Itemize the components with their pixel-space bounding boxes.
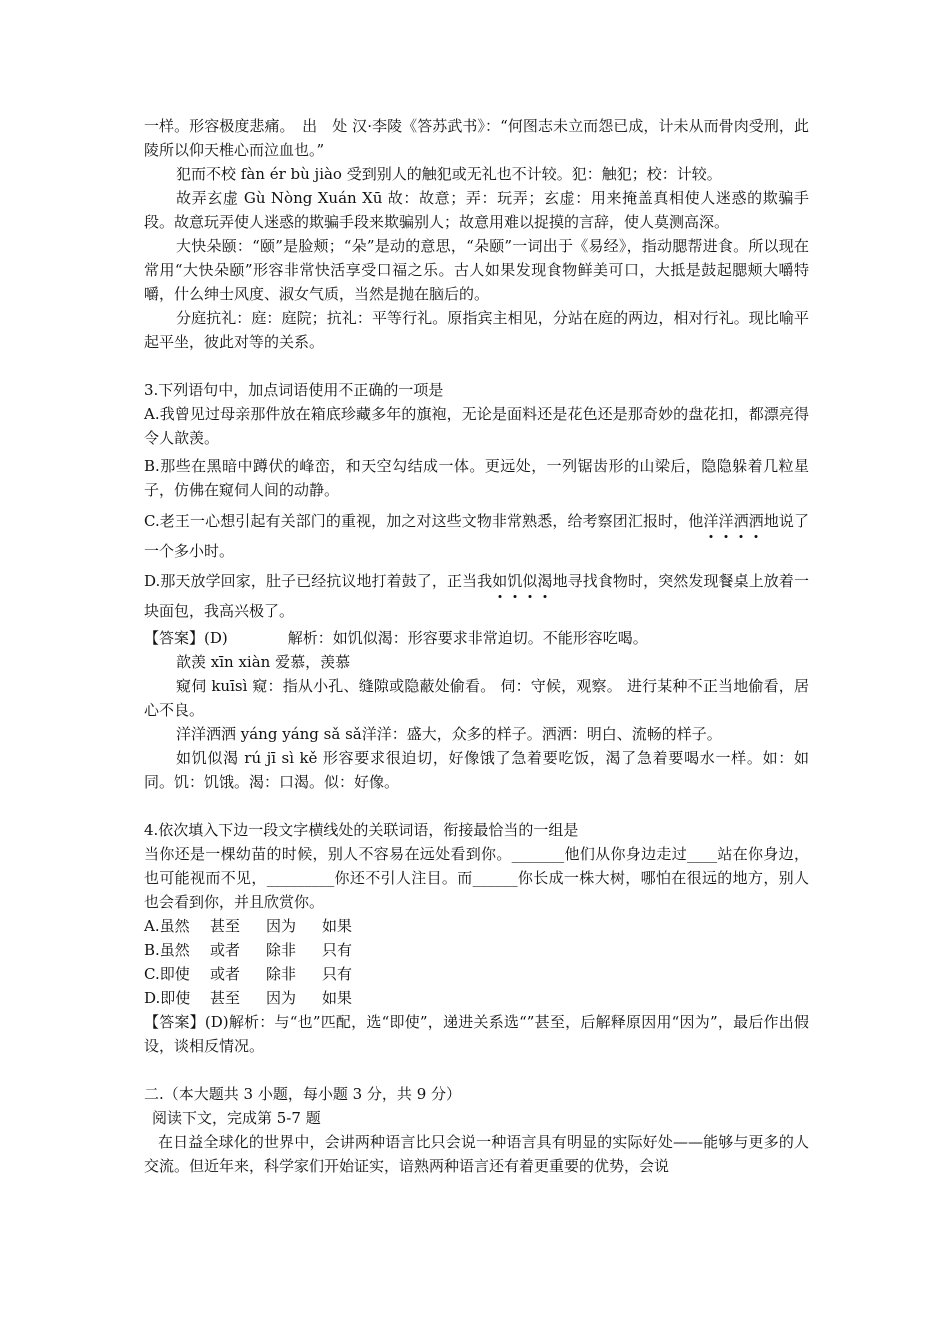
paragraph: 一样。形容极度悲痛。 出 处 汉·李陵《答苏武书》：“何图志未立而怨已成，计未从而骨肉受刑，此陵所以仰天椎心而泣血也。” xyxy=(144,117,809,159)
explanation: 窥伺 kuīsì 窥：指从小孔、缝隙或隐蔽处偷看。 伺：守候，观察。 进行某种不正当地偷看，居心不良。 xyxy=(144,677,809,719)
question-4-option-d: D.即使 甚至 因为 如果 xyxy=(144,989,353,1007)
question-4-passage: 当你还是一棵幼苗的时候，别人不容易在远处看到你。_______他们从你身边走过____站在你身边，也可能视而不见，_________你还不引人注目。而______你长成一株大树，哪怕在很远的地方，别人也会看到你，并且欣赏你。 xyxy=(144,845,809,911)
explanation: 洋洋洒洒 yáng yáng sǎ sǎ洋洋：盛大，众多的样子。洒洒：明白、流畅的样子。 xyxy=(176,725,722,743)
question-3-option-d: D.那天放学回家，肚子已经抗议地打着鼓了，正当我如饥似渴地寻找食物时，突然发现餐桌上放着一块面包，我高兴极了。 xyxy=(144,572,809,620)
explanation: 如饥似渴 rú jī sì kě 形容要求很迫切，好像饿了急着要吃饭，渴了急着要喝水一样。如：如同。饥：饥饿。渴：口渴。似：好像。 xyxy=(144,749,809,791)
document-page xyxy=(144,114,809,1178)
question-4-stem: 4.依次填入下边一段文字横线处的关联词语，衔接最恰当的一组是 xyxy=(144,821,579,839)
question-3-option-a: A.我曾见过母亲那件放在箱底珍藏多年的旗袍，无论是面料还是花色还是那奇妙的盘花扣，都漂亮得令人歆羡。 xyxy=(144,405,809,447)
paragraph: 犯而不校 fàn ér bù jiào 受到别人的触犯或无礼也不计较。犯：触犯；校：计较。 xyxy=(176,165,722,183)
question-4-option-a: A.虽然 甚至 因为 如果 xyxy=(144,917,353,935)
question-3-stem: 3.下列语句中，加点词语使用不正确的一项是 xyxy=(144,381,444,399)
paragraph: 分庭抗礼：庭：庭院；抗礼：平等行礼。原指宾主相见，分站在庭的两边，相对行礼。现比喻平起平坐，彼此对等的关系。 xyxy=(144,309,809,351)
paragraph: 大快朵颐：“颐”是脸颊；“朵”是动的意思，“朵颐”一词出于《易经》，指动腮帮进食。所以现在常用“大快朵颐”形容非常快活享受口福之乐。古人如果发现食物鲜美可口，大抵是鼓起腮颊大嚼特嚼，什么绅士风度、淑女气质，当然是抛在脑后的。 xyxy=(144,237,809,303)
explanation: 歆羡 xīn xiàn 爱慕，羡慕 xyxy=(176,653,351,671)
section-2-passage: 在日益全球化的世界中，会讲两种语言比只会说一种语言具有明显的实际好处——能够与更多的人交流。但近年来，科学家们开始证实，谙熟两种语言还有着更重要的优势，会说 xyxy=(144,1133,809,1175)
section-2-heading: 二.（本大题共 3 小题，每小题 3 分，共 9 分） xyxy=(144,1085,462,1103)
question-3-option-c: C.老王一心想引起有关部门的重视，加之对这些文物非常熟悉，给考察团汇报时，他洋洋洒洒地说了一个多小时。 xyxy=(144,512,809,560)
question-4-option-c: C.即使 或者 除非 只有 xyxy=(144,965,353,983)
question-3-option-b: B.那些在黑暗中蹲伏的峰峦，和天空勾结成一体。更远处，一列锯齿形的山梁后，隐隐躲着几粒星子，仿佛在窥伺人间的动静。 xyxy=(144,457,809,499)
section-2-instruction: 阅读下文，完成第 5-7 题 xyxy=(152,1109,321,1127)
question-3-answer: 【答案】(D) 解析：如饥似渴：形容要求非常迫切。不能形容吃喝。 xyxy=(144,629,648,647)
paragraph: 故弄玄虚 Gù Nòng Xuán Xū 故：故意；弄：玩弄；玄虚：用来掩盖真相使人迷惑的欺骗手段。故意玩弄使人迷惑的欺骗手段来欺骗别人；故意用难以捉摸的言辞，使人莫测高深。 xyxy=(144,189,809,231)
question-4-option-b: B.虽然 或者 除非 只有 xyxy=(144,941,353,959)
question-4-answer: 【答案】(D)解析：与“也”匹配，选“即使”，递进关系选“”甚至，后解释原因用“因为”，最后作出假设，谈相反情况。 xyxy=(144,1013,809,1055)
